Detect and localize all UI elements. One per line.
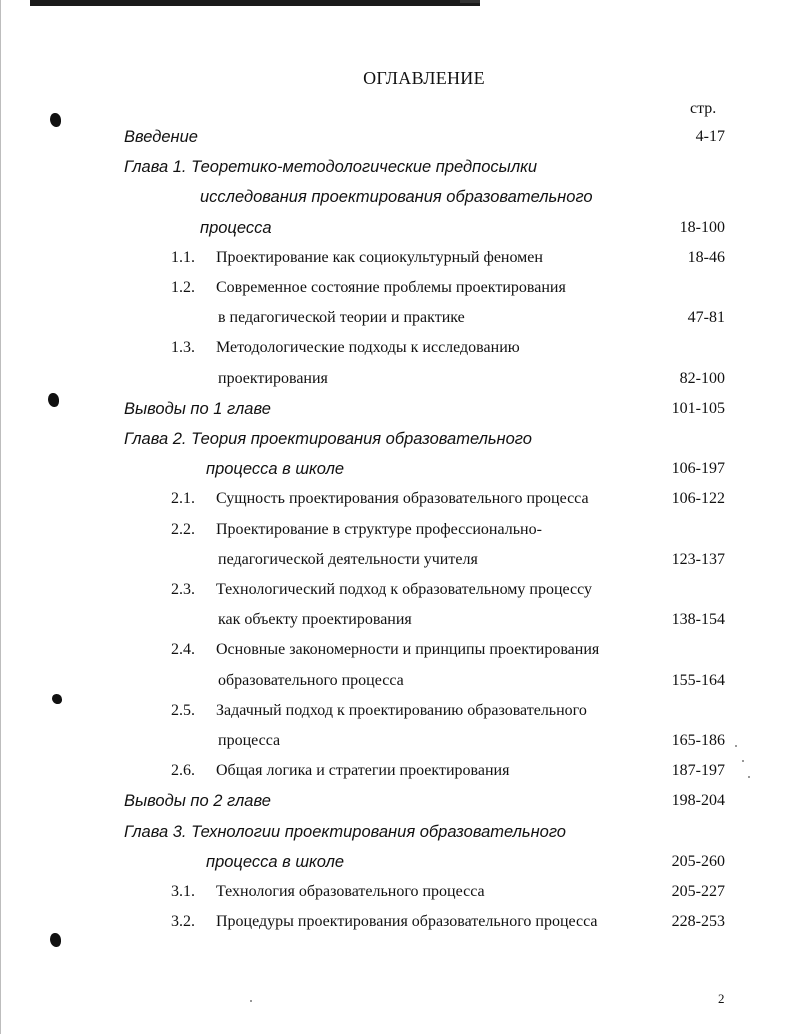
toc-page-range: 205-260 — [671, 852, 725, 870]
toc-chapter-title: Выводы по 1 главе — [124, 399, 271, 418]
scan-speck — [250, 1000, 252, 1002]
toc-page-range: 165-186 — [671, 732, 725, 749]
toc-section-number: 1.1. — [171, 248, 195, 266]
toc-section-title: Процедуры проектирования образовательного процесса — [216, 913, 598, 931]
toc-section-number: 2.5. — [171, 701, 195, 719]
toc-page-range: 198-204 — [671, 792, 725, 810]
toc-entry — [0, 219, 799, 245]
toc-entry — [0, 460, 799, 486]
toc-page-range: 155-164 — [671, 671, 725, 689]
toc-page-range: 138-154 — [671, 611, 725, 629]
toc-chapter-title: Глава 1. Теоретико-методологические предпосылки — [124, 158, 538, 177]
punch-hole-mark — [50, 113, 61, 127]
toc-chapter-title: Глава 2. Теория проектирования образовательного — [124, 430, 532, 448]
toc-section-number: 1.2. — [171, 279, 195, 296]
toc-entry — [0, 732, 799, 758]
toc-entry — [0, 672, 799, 698]
toc-page-range: 187-197 — [671, 762, 725, 780]
toc-section-title: в педагогической теории и практике — [218, 309, 465, 327]
toc-entry — [0, 913, 799, 939]
toc-page-range: 228-253 — [671, 913, 725, 931]
page-column-label: стр. — [690, 100, 717, 117]
toc-chapter-title: процесса в школе — [206, 852, 345, 871]
toc-entry — [0, 430, 799, 456]
toc-entry — [0, 128, 799, 154]
toc-section-title: Сущность проектирования образовательного процесса — [216, 490, 589, 508]
toc-entry — [0, 188, 799, 214]
toc-page-range: 205-227 — [671, 883, 725, 900]
toc-entry — [0, 521, 799, 547]
toc-entry — [0, 883, 799, 909]
toc-section-title: Проектирование в структуре профессионально- — [216, 520, 542, 538]
toc-section-title: Методологические подходы к исследованию — [216, 339, 520, 357]
toc-section-number: 2.3. — [171, 581, 195, 598]
toc-chapter-title: Введение — [124, 128, 198, 146]
toc-entry — [0, 762, 799, 788]
toc-entry — [0, 279, 799, 305]
toc-page-range: 101-105 — [671, 399, 725, 417]
toc-section-title: Технологический подход к образовательному процессу — [216, 581, 593, 598]
toc-section-title: Технология образовательного процесса — [216, 883, 485, 900]
toc-section-number: 2.4. — [171, 641, 195, 659]
toc-section-title: образовательного процесса — [218, 671, 404, 689]
toc-chapter-title: Глава 3. Технологии проектирования образовательного — [124, 822, 566, 841]
toc-section-number: 2.1. — [171, 490, 195, 508]
toc-chapter-title: исследования проектирования образовательного — [200, 188, 593, 207]
toc-entry — [0, 611, 799, 637]
toc-page-range: 106-122 — [671, 490, 725, 508]
page-title: ОГЛАВЛЕНИЕ — [363, 68, 485, 88]
toc-page-range: 18-100 — [679, 218, 725, 236]
scan-edge-bar — [30, 0, 480, 6]
page-number: 2 — [718, 991, 725, 1006]
toc-page-range: 82-100 — [679, 369, 725, 387]
toc-entry — [0, 370, 799, 396]
toc-section-title: педагогической деятельности учителя — [218, 550, 478, 568]
toc-entry — [0, 581, 799, 607]
toc-entry — [0, 400, 799, 426]
toc-chapter-title: процесса в школе — [206, 460, 345, 479]
toc-entry — [0, 702, 799, 728]
toc-page-range: 4-17 — [695, 128, 725, 145]
toc-section-title: Задачный подход к проектированию образовательного — [216, 701, 587, 719]
toc-section-title: процесса — [218, 732, 281, 749]
toc-entry — [0, 551, 799, 577]
toc-chapter-title: Выводы по 2 главе — [124, 792, 271, 811]
toc-entry — [0, 792, 799, 818]
toc-section-title: как объекту проектирования — [218, 611, 412, 629]
toc-entry — [0, 853, 799, 879]
toc-section-title: Общая логика и стратегии проектирования — [216, 762, 510, 780]
toc-entry — [0, 309, 799, 335]
toc-section-title: проектирования — [218, 369, 328, 387]
toc-entry — [0, 641, 799, 667]
toc-section-title: Проектирование как социокультурный феномен — [216, 248, 543, 266]
toc-entry — [0, 339, 799, 365]
toc-page-range: 123-137 — [671, 550, 725, 568]
toc-entry — [0, 823, 799, 849]
toc-entry — [0, 249, 799, 275]
toc-section-number: 2.2. — [171, 520, 195, 538]
toc-chapter-title: процесса — [200, 218, 272, 237]
toc-section-number: 1.3. — [171, 339, 195, 357]
toc-section-number: 2.6. — [171, 762, 195, 780]
scan-edge-mark — [460, 0, 480, 3]
toc-section-number: 3.1. — [171, 883, 195, 900]
toc-section-title: Современное состояние проблемы проектирования — [216, 279, 566, 296]
toc-page-range: 47-81 — [687, 309, 725, 327]
toc-section-title: Основные закономерности и принципы проектирования — [216, 641, 600, 659]
toc-page-range: 18-46 — [687, 248, 725, 266]
scan-left-edge — [0, 0, 1, 1034]
toc-section-number: 3.2. — [171, 913, 195, 931]
toc-entry — [0, 490, 799, 516]
toc-entry — [0, 158, 799, 184]
toc-page-range: 106-197 — [671, 460, 725, 478]
